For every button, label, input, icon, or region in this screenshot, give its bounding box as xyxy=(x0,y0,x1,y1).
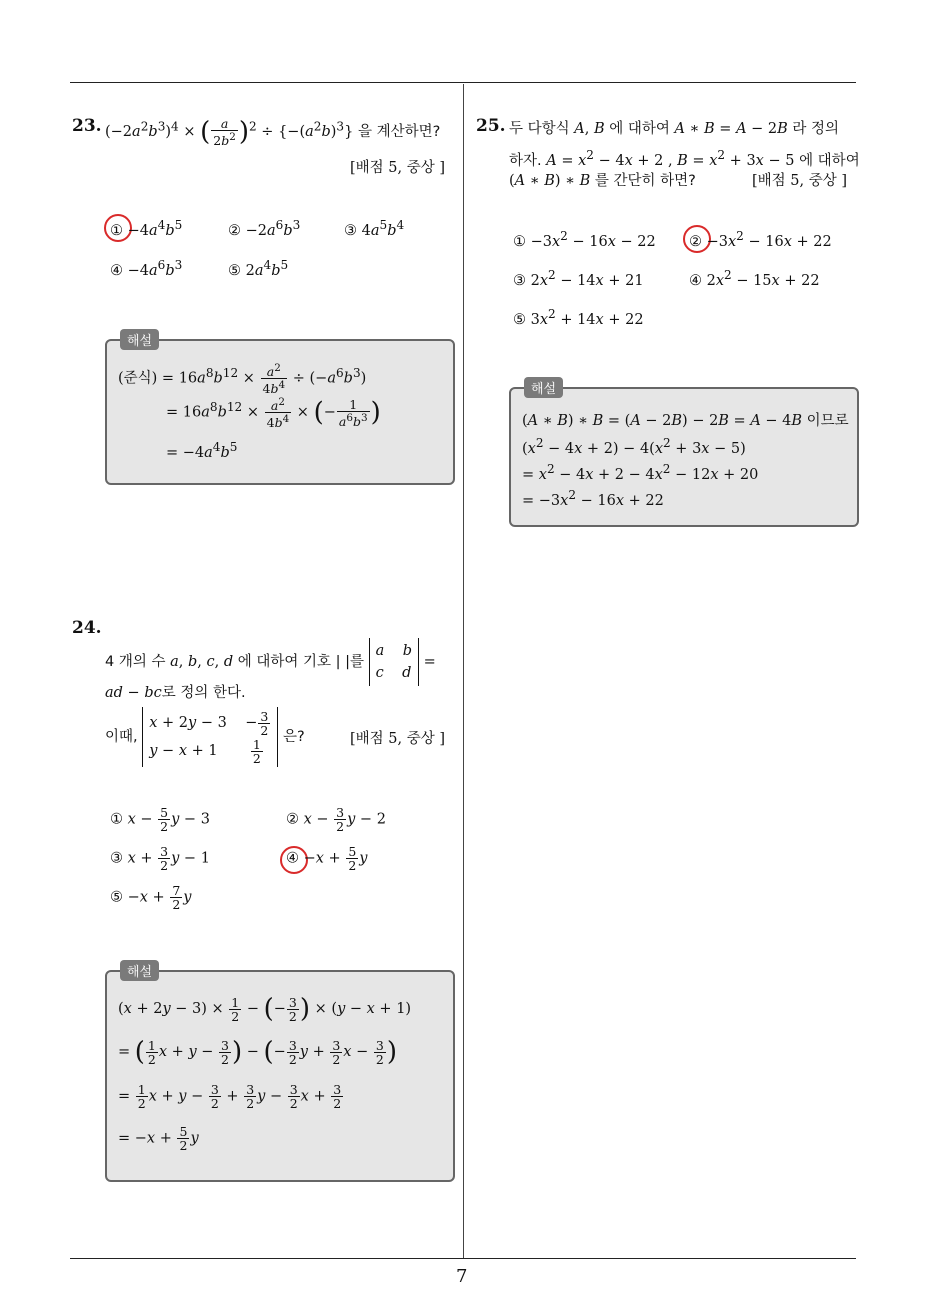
q23-solution-line3: = $-4a^4b^5$ xyxy=(166,440,238,461)
q25-choice-4[interactable]: ④ $2x^2 - 15x + 22$ xyxy=(689,268,820,289)
q25-choice-1[interactable]: ① $-3x^2 - 16x - 22$ xyxy=(513,229,656,250)
q23-choice-2[interactable]: ② $-2a^6b^3$ xyxy=(228,218,301,239)
page-number: 7 xyxy=(456,1266,468,1287)
q25-line1: 두 다항식 A, B 에 대하여 A ∗ B = A − 2B 라 정의 xyxy=(509,121,840,137)
q24-det-def: a b c d xyxy=(369,638,419,686)
q24-line3 xyxy=(105,707,305,767)
q23-solution-tag: 해설 xyxy=(120,329,159,350)
q24-solution-line4: = −x + $\frac{5}{2}$ y xyxy=(118,1124,199,1153)
q25-choice-2[interactable]: ② $-3x^2 - 16x + 22$ xyxy=(689,229,832,250)
q23-stem: $(-2a^2b^3)^4$ × ( $\frac{a}{2b^2}$ )$^2 \div \{-(a^2b)^3\}$ 을 계산하면? xyxy=(105,116,441,149)
q25-solution-tail: 이므로 xyxy=(806,413,849,429)
q23-choice-3[interactable]: ③ $4a^5b^4$ xyxy=(344,218,405,239)
q23-choice-1[interactable]: ① $-4a^4b^5$ xyxy=(110,218,183,239)
q25-solution-line3: = $x^2 - 4x + 2 - 4x^2 - 12x + 20$ xyxy=(522,462,759,483)
q25-number: 25. xyxy=(476,116,506,136)
column-divider xyxy=(463,84,464,1259)
q25-line3: (A ∗ B) ∗ B 를 간단히 하면? xyxy=(509,173,696,189)
q24-line2-text: 로 정의 한다. xyxy=(161,685,246,701)
q23-solution-line2: = $16a^8b^{12}$ × $\frac{a^2}{4b^4}$ × (− $\frac{1}{a^6b^3}$ ) xyxy=(166,396,381,431)
q24-points: [배점 5, 중상 ] xyxy=(350,731,446,747)
q24-choice-3[interactable]: ③ x + $\frac{3}{2}$ y − 1 xyxy=(110,844,210,873)
q25-solution-line1: (A ∗ B) ∗ B = (A − 2B) − 2B = A − 4B 이므로 xyxy=(522,413,849,429)
q25-line2-a: 하자. xyxy=(509,152,542,169)
q24-line1-a: 4 개의 수 xyxy=(105,654,166,670)
bottom-rule xyxy=(70,1258,856,1259)
q25-line1-b: 에 대하여 xyxy=(609,121,670,137)
q25-line2-b: 에 대하여 xyxy=(799,152,860,169)
q23-solution-prefix: (준식) xyxy=(118,370,158,387)
q25-solution-line2: $(x^2 - 4x + 2) - 4(x^2 + 3x - 5)$ xyxy=(522,436,746,457)
q24-line2: ad − bc로 정의 한다. xyxy=(105,685,246,701)
q24-choice-1[interactable]: ① x − $\frac{5}{2}$ y − 3 xyxy=(110,805,210,834)
q24-solution-line2: = ( $\frac{1}{2}$ x + y − $\frac{3}{2}$ ) − (− $\frac{3}{2}$ y + $\frac{3}{2}$ x − $\frac{3}{2}$ ) xyxy=(118,1037,397,1067)
q24-solution-tag: 해설 xyxy=(120,960,159,981)
q24-line3-a: 이때, xyxy=(105,729,138,745)
q23-solution-line1: (준식) = $16a^8b^{12}$ × $\frac{a^2}{4b^4}$ ÷ $(-a^6b^3)$ xyxy=(118,362,367,397)
q23-stem-tail: 을 계산하면? xyxy=(357,124,441,141)
q23-points: [배점 5, 중상 ] xyxy=(350,160,446,176)
q24-line1-b: 에 대하여 기호 | |를 xyxy=(237,654,364,670)
q23-choice-5[interactable]: ⑤ $2a^4b^5$ xyxy=(228,258,289,279)
q24-solution-line1: (x + 2y − 3) × $\frac{1}{2}$ − (− $\frac{3}{2}$ ) × (y − x + 1) xyxy=(118,994,412,1024)
q24-choice-2[interactable]: ② x − $\frac{3}{2}$ y − 2 xyxy=(286,805,386,834)
top-rule xyxy=(70,82,856,83)
q23-number: 23. xyxy=(72,116,102,136)
q24-solution-line3: = $\frac{1}{2}$ x + y − $\frac{3}{2}$ + $\frac{3}{2}$ y − $\frac{3}{2}$ x + $\frac{3}{2}$ xyxy=(118,1082,342,1111)
q25-line3-b: 를 간단히 하면? xyxy=(594,173,696,189)
q24-line1: 4 개의 수 a, b, c, d 에 대하여 기호 | |를 a b c d = xyxy=(105,638,436,686)
q24-line3-b: 은? xyxy=(282,729,305,745)
q25-line1-a: 두 다항식 xyxy=(509,121,570,137)
q25-line1-c: 라 정의 xyxy=(792,121,840,137)
q24-number: 24. xyxy=(72,618,102,638)
q24-choice-5[interactable]: ⑤ −x + $\frac{7}{2}$ y xyxy=(110,883,192,912)
q25-solution-line4: = $-3x^2 - 16x + 22$ xyxy=(522,488,664,509)
q23-choice-4[interactable]: ④ $-4a^6b^3$ xyxy=(110,258,183,279)
q25-choice-3[interactable]: ③ $2x^2 - 14x + 21$ xyxy=(513,268,644,289)
q24-choice-4[interactable]: ④ −x + $\frac{5}{2}$ y xyxy=(286,844,368,873)
q25-choice-5[interactable]: ⑤ $3x^2 + 14x + 22$ xyxy=(513,307,644,328)
q25-line2: 하자. $A = x^2 - 4x + 2$ , $B = x^2 + 3x - 5$ 에 대하여 xyxy=(509,148,860,169)
q25-solution-tag: 해설 xyxy=(524,377,563,398)
q25-points: [배점 5, 중상 ] xyxy=(752,173,848,189)
q24-det-expr: x + 2y − 3 − $\frac{3}{2}$ y − x + 1 $\frac{1}{2}$ xyxy=(142,707,278,767)
